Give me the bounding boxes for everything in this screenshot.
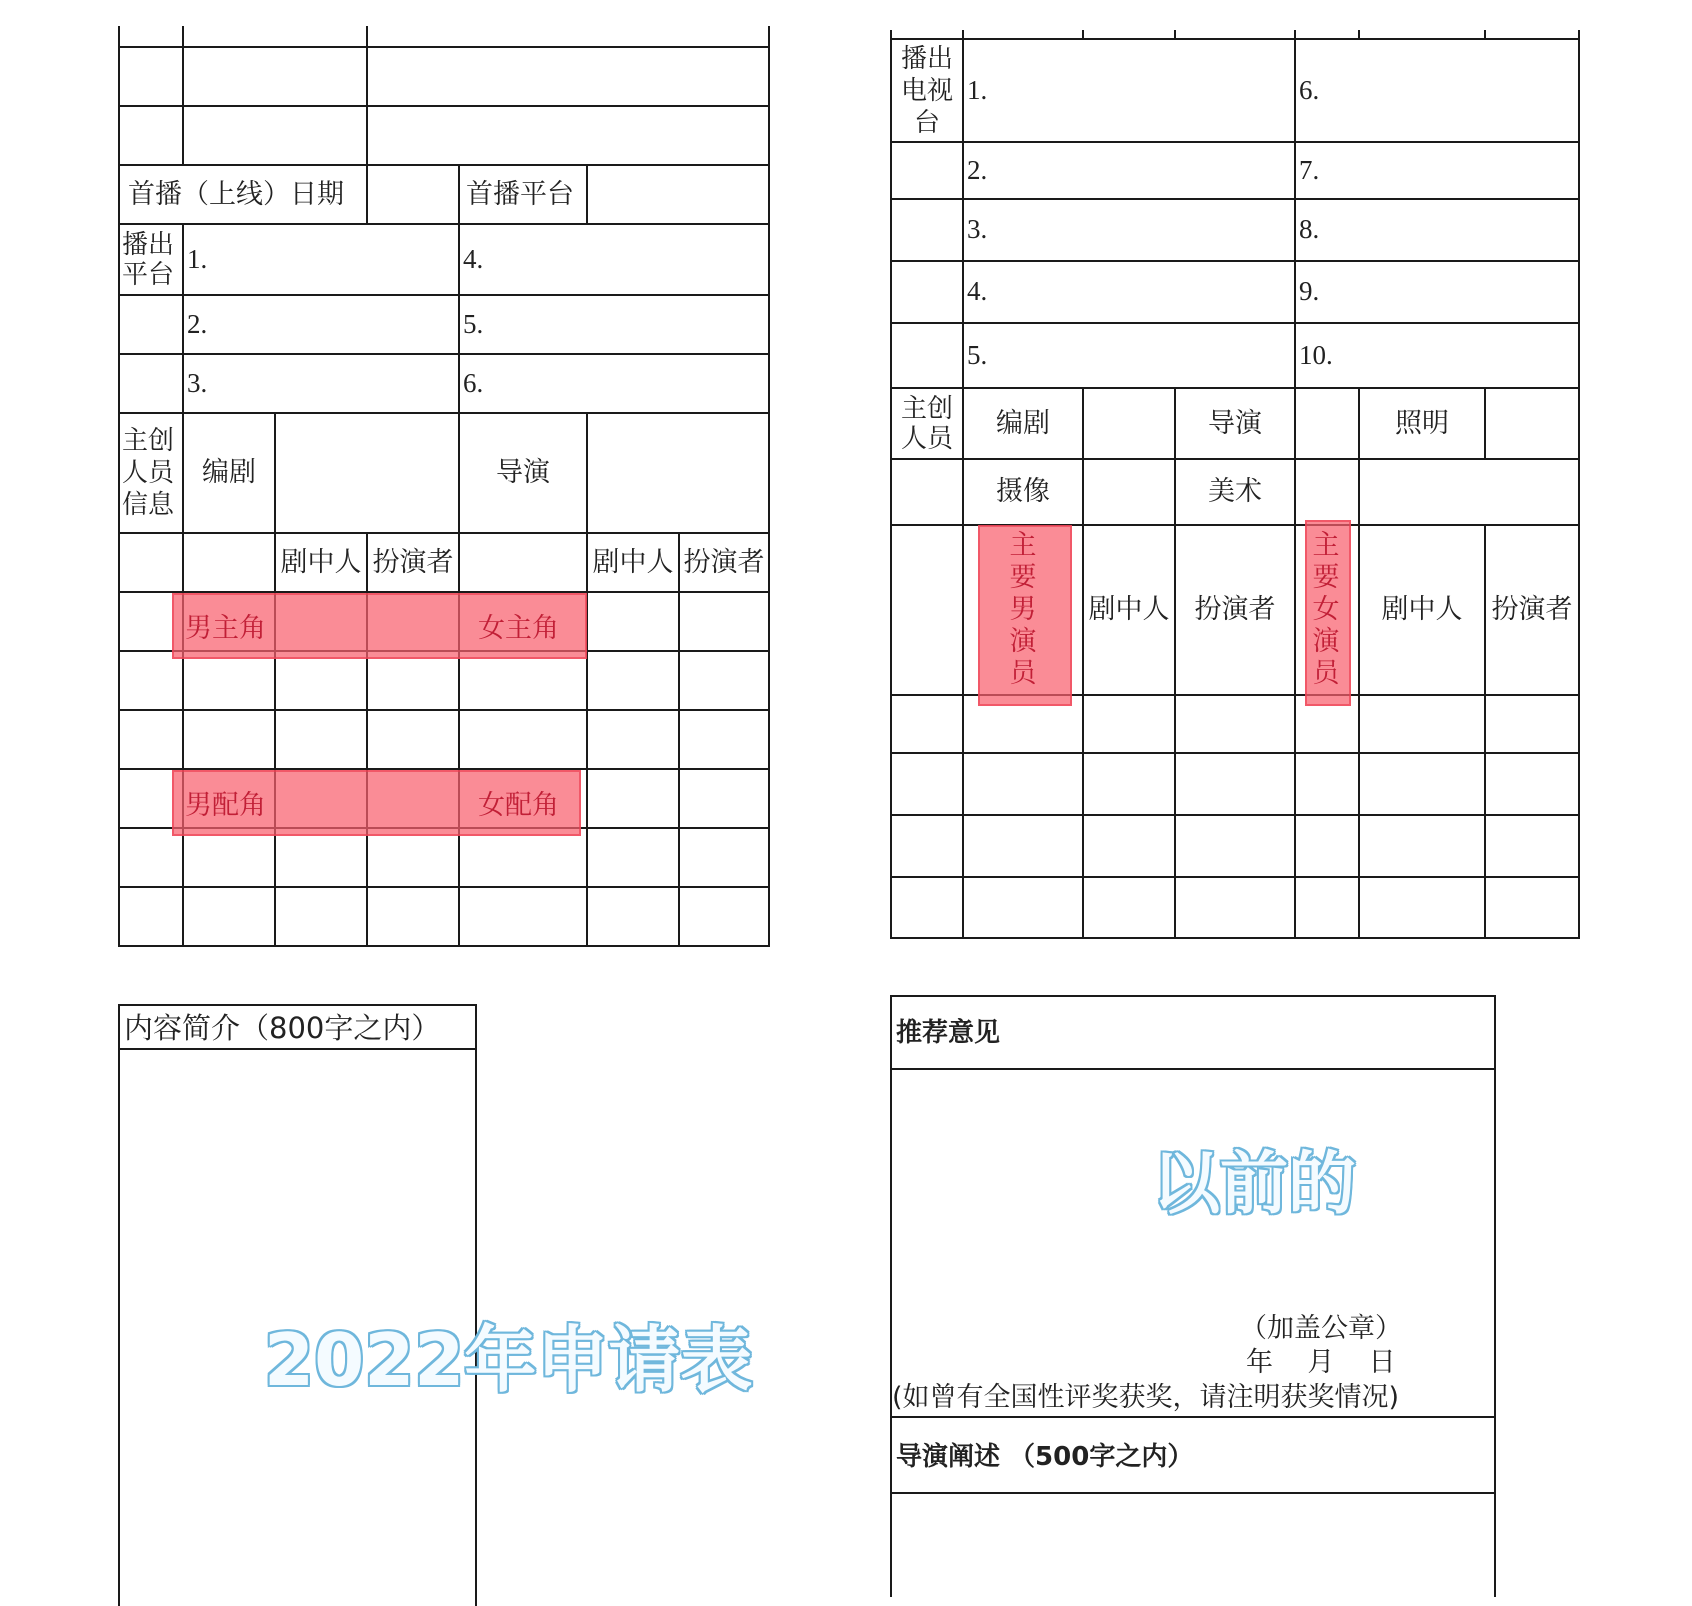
table-cell xyxy=(367,26,769,47)
table-cell[interactable] xyxy=(367,828,459,887)
table-cell xyxy=(891,323,963,388)
table-cell xyxy=(1359,30,1485,39)
platform-item[interactable]: 2. xyxy=(183,295,459,354)
label-line: 播出 xyxy=(900,43,953,74)
award-note: (如曾有全国性评奖获奖，请注明获奖情况) xyxy=(892,1382,1400,1413)
table-cell[interactable] xyxy=(1485,753,1579,815)
right-application-table xyxy=(890,30,1580,939)
table-cell[interactable] xyxy=(679,651,769,710)
table-cell xyxy=(183,887,275,946)
label-line: 信息 xyxy=(122,490,175,520)
director-field[interactable] xyxy=(587,413,769,533)
table-cell[interactable] xyxy=(275,651,367,710)
creative-team-label xyxy=(891,388,963,459)
platform-item[interactable]: 6. xyxy=(459,354,769,413)
label-char: 要 xyxy=(1312,562,1340,593)
table-cell xyxy=(891,753,963,815)
table-cell xyxy=(891,815,963,877)
label-char: 女 xyxy=(1312,594,1340,625)
label-char: 男 xyxy=(1009,594,1037,625)
table-cell xyxy=(891,30,963,39)
role-header: 剧中人 xyxy=(1359,525,1485,695)
table-cell[interactable] xyxy=(1359,877,1485,938)
main-actor-label xyxy=(1008,530,1038,690)
label-line: 电视 xyxy=(900,75,953,106)
table-cell xyxy=(963,815,1083,877)
seal-note: （加盖公章） xyxy=(1240,1313,1402,1344)
divider xyxy=(890,1068,1494,1070)
label-char: 演 xyxy=(1009,626,1037,657)
actor-header: 扮演者 xyxy=(679,533,769,592)
table-cell xyxy=(891,877,963,938)
table-cell[interactable] xyxy=(679,887,769,946)
table-cell xyxy=(963,877,1083,938)
table-cell[interactable] xyxy=(587,828,679,887)
writer-label: 编剧 xyxy=(963,388,1083,459)
table-cell xyxy=(459,887,587,946)
role-header: 剧中人 xyxy=(275,533,367,592)
table-cell xyxy=(459,651,587,710)
table-cell xyxy=(1485,30,1579,39)
table-cell xyxy=(891,142,963,199)
table-cell[interactable] xyxy=(1485,815,1579,877)
tv-item[interactable]: 6. xyxy=(1295,39,1579,142)
table-cell xyxy=(367,106,769,165)
label-line: 平台 xyxy=(122,259,175,290)
table-cell[interactable] xyxy=(1175,815,1295,877)
table-cell[interactable] xyxy=(1175,753,1295,815)
date-line: 年 月 日 xyxy=(1246,1347,1396,1378)
main-actress-label xyxy=(1311,530,1341,690)
table-cell xyxy=(119,295,183,354)
label-line: 播出 xyxy=(122,229,175,260)
tv-station-label xyxy=(891,39,963,142)
table-cell xyxy=(1295,877,1359,938)
table-cell[interactable] xyxy=(679,769,769,828)
platform-item[interactable]: 4. xyxy=(459,224,769,295)
art-label: 美术 xyxy=(1175,459,1295,525)
table-cell xyxy=(119,106,183,165)
tv-item[interactable]: 9. xyxy=(1295,261,1579,323)
table-cell xyxy=(1175,30,1295,39)
writer-label: 编剧 xyxy=(183,413,275,533)
table-cell xyxy=(1083,30,1175,39)
director-statement-title: 导演阐述 （500字之内） xyxy=(896,1442,1194,1472)
table-cell xyxy=(119,533,183,592)
table-cell xyxy=(891,525,963,695)
summary-title: 内容简介（800字之内） xyxy=(124,1011,441,1045)
table-cell[interactable] xyxy=(587,592,679,651)
actor-header: 扮演者 xyxy=(367,533,459,592)
broadcast-platform-label xyxy=(119,224,183,295)
table-cell xyxy=(1295,30,1359,39)
table-cell xyxy=(119,710,183,769)
table-cell xyxy=(119,828,183,887)
table-cell[interactable] xyxy=(1359,695,1485,753)
female-support-label: 女配角 xyxy=(478,790,559,821)
table-cell xyxy=(183,47,367,106)
label-char: 要 xyxy=(1009,562,1037,593)
table-cell xyxy=(459,710,587,769)
table-cell[interactable] xyxy=(1359,753,1485,815)
table-cell xyxy=(183,106,367,165)
label-line: 人员 xyxy=(122,458,175,488)
table-cell xyxy=(183,533,275,592)
table-cell xyxy=(1295,753,1359,815)
label-line: 台 xyxy=(913,107,940,138)
table-cell[interactable] xyxy=(1083,877,1175,938)
creative-team-label xyxy=(119,413,183,533)
label-char: 主 xyxy=(1312,530,1340,561)
director-statement-input[interactable] xyxy=(893,1495,1491,1582)
actor-header: 扮演者 xyxy=(1175,525,1295,695)
table-cell[interactable] xyxy=(275,710,367,769)
table-cell[interactable] xyxy=(1175,695,1295,753)
label-line: 主创 xyxy=(900,393,953,424)
tv-item[interactable]: 1. xyxy=(963,39,1295,142)
table-cell xyxy=(963,30,1083,39)
table-cell xyxy=(183,651,275,710)
table-cell xyxy=(119,354,183,413)
art-field[interactable] xyxy=(1295,459,1359,525)
table-cell xyxy=(367,47,769,106)
director-label: 导演 xyxy=(1175,388,1295,459)
label-char: 主 xyxy=(1009,530,1037,561)
table-cell xyxy=(459,533,587,592)
watermark-2022-application: 2022年申请表 xyxy=(264,1318,753,1402)
table-cell[interactable] xyxy=(587,769,679,828)
table-cell[interactable] xyxy=(1359,815,1485,877)
table-cell xyxy=(1359,459,1579,525)
premiere-platform-field[interactable] xyxy=(587,165,769,224)
tv-item[interactable]: 10. xyxy=(1295,323,1579,388)
tv-item[interactable]: 5. xyxy=(963,323,1295,388)
premiere-date-label: 首播（上线）日期 xyxy=(119,165,367,224)
platform-item[interactable]: 3. xyxy=(183,354,459,413)
premiere-date-field[interactable] xyxy=(367,165,459,224)
table-cell[interactable] xyxy=(1485,877,1579,938)
table-cell[interactable] xyxy=(679,592,769,651)
table-cell xyxy=(119,887,183,946)
table-cell xyxy=(891,261,963,323)
table-cell[interactable] xyxy=(1485,695,1579,753)
male-lead-label: 男主角 xyxy=(185,613,266,644)
divider xyxy=(890,1492,1494,1494)
tv-item[interactable]: 3. xyxy=(963,199,1295,261)
label-line: 主创 xyxy=(122,426,175,456)
writer-field[interactable] xyxy=(1083,388,1175,459)
table-cell xyxy=(183,710,275,769)
table-cell[interactable] xyxy=(275,828,367,887)
table-cell[interactable] xyxy=(587,651,679,710)
writer-field[interactable] xyxy=(275,413,459,533)
table-cell[interactable] xyxy=(679,710,769,769)
table-cell xyxy=(891,695,963,753)
table-cell xyxy=(1295,815,1359,877)
summary-divider xyxy=(118,1048,475,1050)
table-cell[interactable] xyxy=(367,710,459,769)
table-cell[interactable] xyxy=(679,828,769,887)
table-cell[interactable] xyxy=(1175,877,1295,938)
table-cell xyxy=(963,753,1083,815)
table-cell xyxy=(891,459,963,525)
actor-header: 扮演者 xyxy=(1485,525,1579,695)
table-cell xyxy=(183,26,367,47)
label-char: 员 xyxy=(1312,658,1340,689)
label-line: 人员 xyxy=(900,423,953,454)
female-lead-label: 女主角 xyxy=(478,613,559,644)
platform-item[interactable]: 5. xyxy=(459,295,769,354)
tv-item[interactable]: 8. xyxy=(1295,199,1579,261)
platform-item[interactable]: 1. xyxy=(183,224,459,295)
table-cell[interactable] xyxy=(1083,695,1175,753)
recommendation-title: 推荐意见 xyxy=(896,1018,1001,1048)
table-cell[interactable] xyxy=(367,887,459,946)
table-cell[interactable] xyxy=(587,887,679,946)
role-header: 剧中人 xyxy=(587,533,679,592)
director-field[interactable] xyxy=(1295,388,1359,459)
table-cell[interactable] xyxy=(587,710,679,769)
camera-label: 摄像 xyxy=(963,459,1083,525)
table-cell xyxy=(119,47,183,106)
role-header: 剧中人 xyxy=(1083,525,1175,695)
tv-item[interactable]: 2. xyxy=(963,142,1295,199)
table-cell[interactable] xyxy=(367,651,459,710)
director-label: 导演 xyxy=(459,413,587,533)
camera-field[interactable] xyxy=(1083,459,1175,525)
table-cell xyxy=(119,651,183,710)
lighting-label: 照明 xyxy=(1359,388,1485,459)
table-cell[interactable] xyxy=(1083,753,1175,815)
table-cell[interactable] xyxy=(275,887,367,946)
label-char: 员 xyxy=(1009,658,1037,689)
divider xyxy=(890,1416,1494,1418)
table-cell xyxy=(183,828,275,887)
tv-item[interactable]: 4. xyxy=(963,261,1295,323)
table-cell xyxy=(119,26,183,47)
table-cell[interactable] xyxy=(1083,815,1175,877)
tv-item[interactable]: 7. xyxy=(1295,142,1579,199)
label-char: 演 xyxy=(1312,626,1340,657)
table-cell xyxy=(891,199,963,261)
premiere-platform-label: 首播平台 xyxy=(459,165,587,224)
male-support-label: 男配角 xyxy=(185,790,266,821)
lighting-field[interactable] xyxy=(1485,388,1579,459)
table-cell xyxy=(459,828,587,887)
watermark-previous: 以前的 xyxy=(1152,1145,1357,1224)
